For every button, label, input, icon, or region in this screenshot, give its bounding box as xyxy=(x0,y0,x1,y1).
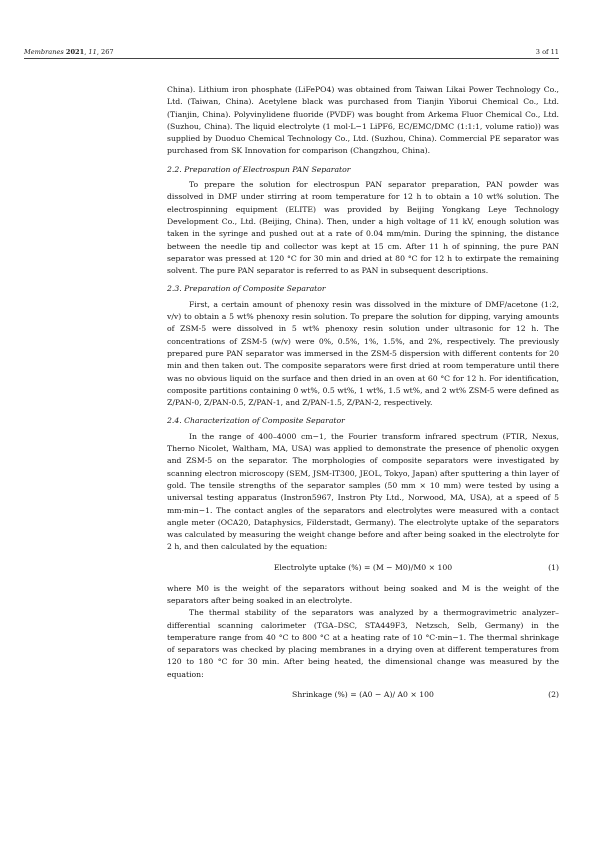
section-heading: 2.3. Preparation of Composite Separator xyxy=(167,284,326,294)
section-heading: 2.4. Characterization of Composite Separator xyxy=(167,416,345,426)
section-paragraph: To prepare the solution for electrospun PAN separator preparation, PAN powder was dissolved in DMF under stirring at room temperature for 12 h to obtain a 10 wt% solution. The electrospinning equipment (ELITE) was provided by Beijing Yongkang Leye Technology Development Co., Ltd. (Beijing, China). Then, under a high voltage of 11 kV, enough solution was taken in the syringe and pushed out at a rate of 0.04 mm/min. During the spinning, the distance between the needle tip and collector was kept at 15 cm. After 11 h of spinning, the pure PAN separator was pressed at 120 °C for 30 min and dried at 80 °C for 12 h to extirpate the remaining solvent. The pure PAN separator is referred to as PAN in subsequent descriptions. xyxy=(167,180,559,276)
intro-paragraph: China). Lithium iron phosphate (LiFePO4) was obtained from Taiwan Likai Power Technology Co., Ltd. (Taiwan, China). Acetylene black was purchased from Tianjin Yiborui Chemical Co., Ltd. (Tianjin, China). Polyvinylidene fluoride (PVDF) was bought from Arkema Fluor Chemical Co., Ltd. (Suzhou, China). The liquid electrolyte (1 mol·L−1 LiPF6, EC/EMC/DMC (1:1:1, volume ratio)) was supplied by Duoduo Chemical Technology Co., Ltd. (Suzhou, China). Commercial PE separator was purchased from SK Innovation for comparison (Changzhou, China). xyxy=(167,85,559,156)
equation-2-expression: Shrinkage (%) = (A0 − A)/ A0 × 100 xyxy=(292,690,434,700)
page-number: 3 of 11 xyxy=(535,48,559,56)
article-number: 267 xyxy=(101,48,114,56)
journal-citation: Membranes 2021, 11, 267 xyxy=(24,48,114,56)
equation-1 xyxy=(167,562,559,576)
equation-1-number: (1) xyxy=(548,562,559,572)
equation-2-number: (2) xyxy=(548,690,559,700)
section-heading: 2.2. Preparation of Electrospun PAN Separator xyxy=(167,164,351,174)
equation-1-explanation: where M0 is the weight of the separators without being soaked and M is the weight of the separators after being soaked in an electrolyte. xyxy=(167,583,559,605)
journal-volume: 11 xyxy=(88,48,97,56)
section-paragraph: In the range of 400–4000 cm−1, the Fourier transform infrared spectrum (FTIR, Nexus, Therno Nicolet, Waltham, MA, USA) was applied to demonstrate the presence of phenolic oxygen and ZSM-5 on the separator. The morphologies of composite separators were investigated by scanning electron microscopy (SEM, JSM-IT300, JEOL, Tokyo, Japan) after sputtering a thin layer of gold. The tensile strengths of the separator samples (50 mm × 10 mm) were tested by using a universal testing apparatus (Instron5967, Instron Pty Ltd., Norwood, MA, USA), at a speed of 5 mm·min−1. The contact angles of the separators and electrolytes were measured with a contact angle meter (OCA20, Dataphysics, Filderstadt, Germany). The electrolyte uptake of the separators was calculated by measuring the weight change before and after being soaked in the electrolyte for 2 h, and then calculated by the equation: xyxy=(167,431,559,552)
section-paragraph: First, a certain amount of phenoxy resin was dissolved in the mixture of DMF/acetone (1:2, v/v) to obtain a 5 wt% phenoxy resin solution. To prepare the solution for dipping, varying amounts of ZSM-5 were dissolved in 5 wt% phenoxy resin solution under ultrasonic for 12 h. The concentrations of ZSM-5 (w/v) were 0%, 0.5%, 1%, 1.5%, and 2%, respectively. The previously prepared pure PAN separator was immersed in the ZSM-5 dispersion with different contents for 20 min and then taken out. The composite separators were first dried at room temperature until there was no obvious liquid on the surface and then dried in an oven at 60 °C for 12 h. For identification, composite partitions containing 0 wt%, 0.5 wt%, 1 wt%, 1.5 wt%, and 2 wt% ZSM-5 were defined as Z/PAN-0, Z/PAN-0.5, Z/PAN-1, and Z/PAN-1.5, Z/PAN-2, respectively. xyxy=(167,299,559,408)
journal-name: Membranes xyxy=(24,48,64,56)
equation-1-expression: Electrolyte uptake (%) = (M − M0)/M0 × 100 xyxy=(273,562,453,572)
body-text xyxy=(167,84,559,710)
running-header xyxy=(24,44,559,58)
journal-year: 2021 xyxy=(65,48,85,56)
header-rule xyxy=(24,58,559,59)
equation-2 xyxy=(167,689,559,703)
thermal-paragraph: The thermal stability of the separators was analyzed by a thermogravimetric analyzer–differential scanning calorimeter (TGA–DSC, STA449F3, Netzsch, Selb, Germany) in the temperature range from 40 °C to 800 °C at a heating rate of 10 °C·min−1. The thermal shrinkage of separators was checked by placing membranes in a drying oven at different temperatures from 120 to 180 °C for 30 min. After being heated, the dimensional change was measured by the equation: xyxy=(167,608,559,679)
